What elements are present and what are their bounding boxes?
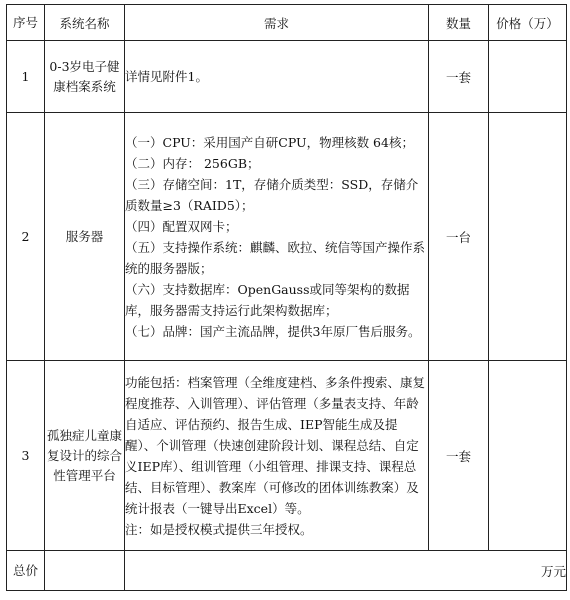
requirement-line: （七）品牌：国产主流品牌，提供3年原厂售后服务。 <box>125 323 421 339</box>
requirement-line: 功能包括：档案管理（全维度建档、多条件搜索、康复程度推荐、入训管理）、评估管理（多量表支持、年龄自适应、评估预约、报告生成、IEP智能生成及提醒）、个训管理（快速创建阶段计划、课程总结、自定义IEP库）、组训管理（小组管理、排课支持、课程总结、目标管理）、教案库（可修改的团体训练教案）及统计报表（一键导出Excel）等。 <box>125 374 426 516</box>
row-requirement <box>125 41 429 113</box>
row-price <box>489 361 567 551</box>
requirement-line: （四）配置双网卡； <box>125 218 238 234</box>
row-system-name: 0-3岁电子健康档案系统 <box>45 41 125 113</box>
requirement-line: （五）支持操作系统：麒麟、欧拉、统信等国产操作系统的服务器版； <box>125 239 426 276</box>
row-quantity: 一台 <box>429 113 489 361</box>
total-label: 总价 <box>7 551 45 591</box>
table-row <box>7 41 567 113</box>
header-price: 价格（万） <box>489 5 567 41</box>
header-requirement: 需求 <box>125 5 429 41</box>
row-requirement <box>125 361 429 551</box>
header-seq: 序号 <box>7 5 45 41</box>
requirement-line: 详情见附件1。 <box>125 69 208 84</box>
header-name: 系统名称 <box>45 5 125 41</box>
procurement-table <box>6 4 567 591</box>
requirement-line: （六）支持数据库：OpenGauss或同等架构的数据库，服务器需支持运行此架构数据库； <box>125 281 410 318</box>
row-seq: 2 <box>7 113 45 361</box>
requirement-line: （一）CPU：采用国产自研CPU，物理核数 64核； <box>125 134 414 150</box>
row-requirement <box>125 113 429 361</box>
row-system-name: 孤独症儿童康复设计的综合性管理平台 <box>45 361 125 551</box>
table-row <box>7 361 567 551</box>
total-amount-cell <box>125 551 567 591</box>
table-row <box>7 113 567 361</box>
row-quantity: 一套 <box>429 361 489 551</box>
row-price <box>489 113 567 361</box>
row-system-name: 服务器 <box>45 113 125 361</box>
total-row <box>7 551 567 591</box>
row-seq: 3 <box>7 361 45 551</box>
header-row <box>7 5 567 41</box>
row-price <box>489 41 567 113</box>
total-unit: 万元 <box>540 563 566 579</box>
row-quantity: 一套 <box>429 41 489 113</box>
total-spacer <box>45 551 125 591</box>
requirement-line: 注：如是授权模式提供三年授权。 <box>125 521 313 537</box>
header-quantity: 数量 <box>429 5 489 41</box>
requirement-line: （三）存储空间：1T，存储介质类型：SSD，存储介质数量≥3（RAID5）； <box>125 176 419 213</box>
requirement-line: （二）内存： 256GB； <box>125 155 260 171</box>
row-seq: 1 <box>7 41 45 113</box>
